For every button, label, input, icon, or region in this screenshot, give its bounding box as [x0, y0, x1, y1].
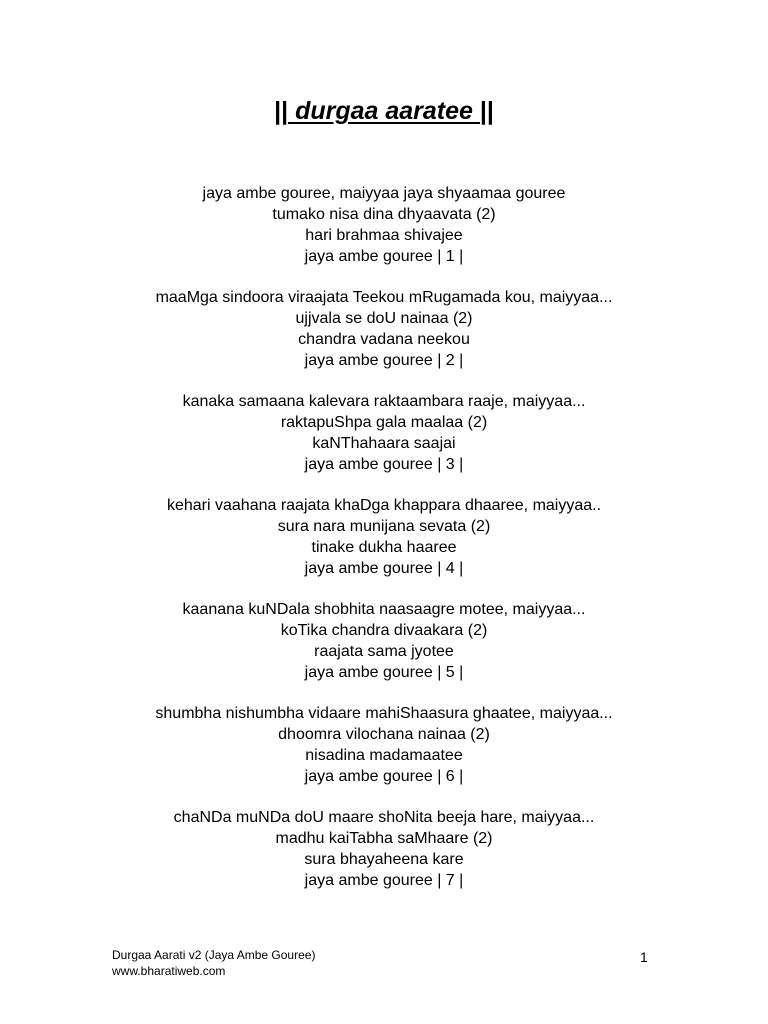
- verse-line: kehari vaahana raajata khaDga khappara dhaaree, maiyyaa..: [166, 497, 602, 514]
- page-title: [0, 94, 768, 128]
- verse-line: kanaka samaana kalevara raktaambara raaje, maiyyaa...: [182, 393, 586, 410]
- verse-line: nisadina madamaatee: [305, 747, 463, 764]
- stanza-4: [0, 495, 768, 579]
- verse-refrain: jaya ambe gouree | 7 |: [304, 872, 464, 889]
- verse-line: jaya ambe gouree, maiyyaa jaya shyaamaa gouree: [202, 185, 566, 202]
- stanza-3: [0, 391, 768, 475]
- footer-website-link[interactable]: www.bharatiweb.com: [112, 964, 226, 978]
- title-right-bars: ||: [472, 97, 494, 125]
- verse-line: sura nara munijana sevata (2): [277, 518, 491, 535]
- verse-line: kaNThahaara saajai: [312, 435, 456, 452]
- verse-line: sura bhayaheena kare: [304, 851, 464, 868]
- title-left-bars: ||: [274, 97, 296, 125]
- verse-refrain: jaya ambe gouree | 3 |: [304, 456, 464, 473]
- verse-line: chaNDa muNDa doU maare shoNita beeja hare, maiyyaa...: [173, 809, 595, 826]
- verse-line: chandra vadana neekou: [298, 331, 470, 348]
- page-number: 1: [640, 949, 648, 965]
- stanza-6: [0, 703, 768, 787]
- verse-line: tinake dukha haaree: [311, 539, 457, 556]
- verse-refrain: jaya ambe gouree | 1 |: [304, 248, 464, 265]
- verse-line: raktapuShpa gala maalaa (2): [280, 414, 488, 431]
- verse-refrain: jaya ambe gouree | 2 |: [304, 352, 464, 369]
- stanza-1: [0, 183, 768, 267]
- footer-info: [112, 947, 315, 979]
- stanza-7: [0, 807, 768, 891]
- verse-line: raajata sama jyotee: [314, 643, 454, 660]
- page-title-underlined: [274, 97, 494, 125]
- verse-line: ujjvala se doU nainaa (2): [295, 310, 473, 327]
- verse-line: shumbha nishumbha vidaare mahiShaasura ghaatee, maiyyaa...: [155, 705, 613, 722]
- verse-line: maaMga sindoora viraajata Teekou mRugamada kou, maiyyaa...: [155, 289, 613, 306]
- title-main: durgaa aaratee: [295, 97, 473, 125]
- verse-refrain: jaya ambe gouree | 5 |: [304, 664, 464, 681]
- verse-line: dhoomra vilochana nainaa (2): [278, 726, 490, 743]
- verse-refrain: jaya ambe gouree | 6 |: [304, 768, 464, 785]
- stanza-2: [0, 287, 768, 371]
- verse-refrain: jaya ambe gouree | 4 |: [304, 560, 464, 577]
- footer-doc-title: Durgaa Aarati v2 (Jaya Ambe Gouree): [112, 948, 316, 962]
- verse-line: koTika chandra divaakara (2): [280, 622, 488, 639]
- verse-line: madhu kaiTabha saMhaare (2): [275, 830, 493, 847]
- verse-line: kaanana kuNDala shobhita naasaagre motee, maiyyaa...: [182, 601, 586, 618]
- verses-container: [0, 183, 768, 911]
- verse-line: hari brahmaa shivajee: [305, 227, 463, 244]
- stanza-5: [0, 599, 768, 683]
- verse-line: tumako nisa dina dhyaavata (2): [272, 206, 496, 223]
